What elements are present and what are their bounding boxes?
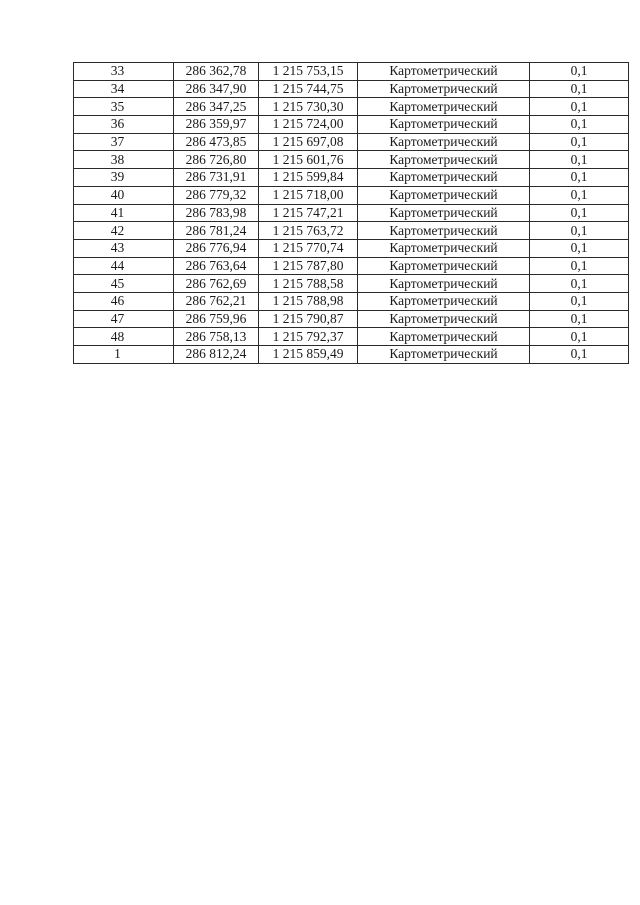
accuracy-cell: 0,1	[530, 80, 629, 98]
table-row	[74, 98, 629, 116]
y-coordinate-cell: 1 215 730,30	[259, 98, 358, 116]
table-row	[74, 310, 629, 328]
table-row	[74, 257, 629, 275]
table-row	[74, 275, 629, 293]
method-cell: Картометрический	[358, 222, 530, 240]
table-row	[74, 169, 629, 187]
y-coordinate-cell: 1 215 859,49	[259, 346, 358, 364]
point-number-cell: 35	[74, 98, 174, 116]
method-cell: Картометрический	[358, 328, 530, 346]
table-row	[74, 346, 629, 364]
table-row	[74, 116, 629, 134]
method-cell: Картометрический	[358, 204, 530, 222]
y-coordinate-cell: 1 215 787,80	[259, 257, 358, 275]
x-coordinate-cell: 286 347,25	[174, 98, 259, 116]
x-coordinate-cell: 286 759,96	[174, 310, 259, 328]
y-coordinate-cell: 1 215 788,58	[259, 275, 358, 293]
point-number-cell: 47	[74, 310, 174, 328]
x-coordinate-cell: 286 726,80	[174, 151, 259, 169]
table-row	[74, 222, 629, 240]
point-number-cell: 44	[74, 257, 174, 275]
point-number-cell: 36	[74, 116, 174, 134]
point-number-cell: 40	[74, 186, 174, 204]
x-coordinate-cell: 286 776,94	[174, 239, 259, 257]
point-number-cell: 45	[74, 275, 174, 293]
x-coordinate-cell: 286 762,69	[174, 275, 259, 293]
point-number-cell: 42	[74, 222, 174, 240]
y-coordinate-cell: 1 215 790,87	[259, 310, 358, 328]
method-cell: Картометрический	[358, 151, 530, 169]
accuracy-cell: 0,1	[530, 133, 629, 151]
accuracy-cell: 0,1	[530, 116, 629, 134]
y-coordinate-cell: 1 215 599,84	[259, 169, 358, 187]
table-row	[74, 80, 629, 98]
point-number-cell: 38	[74, 151, 174, 169]
x-coordinate-cell: 286 731,91	[174, 169, 259, 187]
x-coordinate-cell: 286 783,98	[174, 204, 259, 222]
accuracy-cell: 0,1	[530, 63, 629, 81]
accuracy-cell: 0,1	[530, 98, 629, 116]
y-coordinate-cell: 1 215 753,15	[259, 63, 358, 81]
coordinates-table-body	[74, 63, 629, 364]
accuracy-cell: 0,1	[530, 204, 629, 222]
y-coordinate-cell: 1 215 744,75	[259, 80, 358, 98]
method-cell: Картометрический	[358, 346, 530, 364]
method-cell: Картометрический	[358, 63, 530, 81]
table-row	[74, 63, 629, 81]
point-number-cell: 1	[74, 346, 174, 364]
accuracy-cell: 0,1	[530, 275, 629, 293]
method-cell: Картометрический	[358, 186, 530, 204]
y-coordinate-cell: 1 215 770,74	[259, 239, 358, 257]
x-coordinate-cell: 286 359,97	[174, 116, 259, 134]
x-coordinate-cell: 286 347,90	[174, 80, 259, 98]
x-coordinate-cell: 286 781,24	[174, 222, 259, 240]
y-coordinate-cell: 1 215 697,08	[259, 133, 358, 151]
x-coordinate-cell: 286 762,21	[174, 292, 259, 310]
y-coordinate-cell: 1 215 788,98	[259, 292, 358, 310]
x-coordinate-cell: 286 812,24	[174, 346, 259, 364]
x-coordinate-cell: 286 473,85	[174, 133, 259, 151]
x-coordinate-cell: 286 362,78	[174, 63, 259, 81]
point-number-cell: 33	[74, 63, 174, 81]
accuracy-cell: 0,1	[530, 292, 629, 310]
table-row	[74, 151, 629, 169]
y-coordinate-cell: 1 215 747,21	[259, 204, 358, 222]
method-cell: Картометрический	[358, 275, 530, 293]
y-coordinate-cell: 1 215 763,72	[259, 222, 358, 240]
method-cell: Картометрический	[358, 257, 530, 275]
point-number-cell: 41	[74, 204, 174, 222]
table-row	[74, 133, 629, 151]
coordinates-table	[73, 62, 629, 364]
method-cell: Картометрический	[358, 98, 530, 116]
table-row	[74, 328, 629, 346]
accuracy-cell: 0,1	[530, 346, 629, 364]
point-number-cell: 46	[74, 292, 174, 310]
y-coordinate-cell: 1 215 724,00	[259, 116, 358, 134]
accuracy-cell: 0,1	[530, 257, 629, 275]
accuracy-cell: 0,1	[530, 222, 629, 240]
x-coordinate-cell: 286 779,32	[174, 186, 259, 204]
y-coordinate-cell: 1 215 601,76	[259, 151, 358, 169]
accuracy-cell: 0,1	[530, 310, 629, 328]
y-coordinate-cell: 1 215 792,37	[259, 328, 358, 346]
method-cell: Картометрический	[358, 239, 530, 257]
table-row	[74, 186, 629, 204]
accuracy-cell: 0,1	[530, 328, 629, 346]
accuracy-cell: 0,1	[530, 186, 629, 204]
accuracy-cell: 0,1	[530, 239, 629, 257]
table-row	[74, 292, 629, 310]
point-number-cell: 48	[74, 328, 174, 346]
accuracy-cell: 0,1	[530, 169, 629, 187]
method-cell: Картометрический	[358, 80, 530, 98]
point-number-cell: 34	[74, 80, 174, 98]
method-cell: Картометрический	[358, 133, 530, 151]
point-number-cell: 39	[74, 169, 174, 187]
table-row	[74, 239, 629, 257]
x-coordinate-cell: 286 763,64	[174, 257, 259, 275]
method-cell: Картометрический	[358, 292, 530, 310]
x-coordinate-cell: 286 758,13	[174, 328, 259, 346]
point-number-cell: 37	[74, 133, 174, 151]
accuracy-cell: 0,1	[530, 151, 629, 169]
y-coordinate-cell: 1 215 718,00	[259, 186, 358, 204]
method-cell: Картометрический	[358, 116, 530, 134]
method-cell: Картометрический	[358, 310, 530, 328]
table-row	[74, 204, 629, 222]
method-cell: Картометрический	[358, 169, 530, 187]
point-number-cell: 43	[74, 239, 174, 257]
